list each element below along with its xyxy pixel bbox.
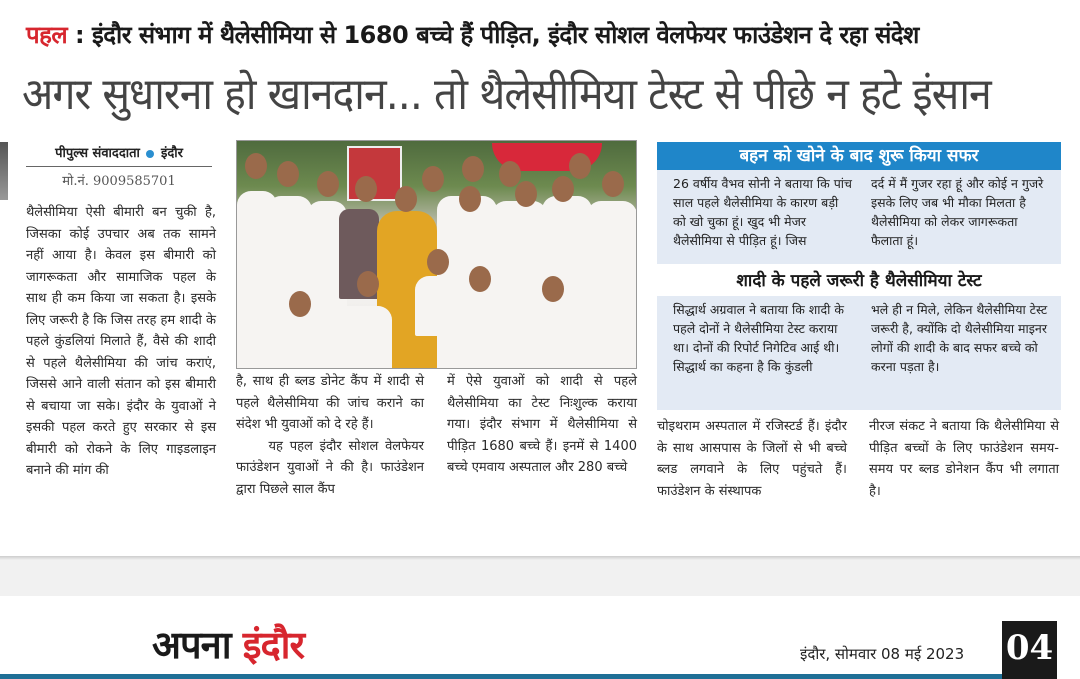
person-head	[515, 181, 537, 207]
person-head	[499, 161, 521, 187]
sidebar-box-2-title: शादी के पहले जरूरी है थैलेसीमिया टेस्ट	[736, 271, 982, 291]
sidebar-box-1-right: दर्द में मैं गुजर रहा हूं और कोई न गुजरे इसके लिए जब भी मौका मिलता है थैलेसीमिया को लेकर जागरूकता फैलाता हूं।	[871, 176, 1044, 248]
article-column-2	[236, 371, 424, 500]
column-4-text: चोइथराम अस्पताल में रजिस्टर्ड हैं। इंदौर के साथ आसपास के जिलों से भी बच्चे ब्लड लगवाने के लिए पहुंचते हैं। फाउंडेशन के संस्थापक	[657, 419, 847, 499]
person-shirt	[587, 201, 637, 369]
sidebar-box-2	[657, 296, 1061, 410]
person-head	[459, 186, 481, 212]
page-number: 04	[1002, 621, 1057, 679]
person-head	[569, 153, 591, 179]
person-head	[462, 156, 484, 182]
masthead-word-2: इंदौर	[242, 623, 305, 667]
page-footer	[0, 596, 1080, 679]
byline	[26, 143, 212, 167]
column-5-text: नीरज संकट ने बताया कि थैलेसीमिया से पीड़ित बच्चों के लिए फाउंडेशन समय-समय पर ब्लड डोनेशन कैंप भी लगाता है।	[869, 419, 1059, 499]
column-1-text: थैलेसीमिया ऐसी बीमारी बन चुकी है, जिसका कोई उपचार अब तक सामने नहीं आया है। केवल इस बीमारी को जागरूकता और सामाजिक पहल के साथ ही कम किया जा सकता है। इसके लिए जरूरी है कि जिस तरह हम शादी के पहले कुंडलियां मिलाते हैं, वैसे की शादी से पहले थैलेसीमिया की जांच कराएं, जिससे आने वाली संतान को इस बीमारी से बचाया जा सके। इंदौर के युवाओं ने इसकी पहल करते हुए सरकार से इस बीमारी को रोकने के लिए गाइडलाइन बनाने की मांग की	[26, 205, 216, 478]
person-head	[357, 271, 379, 297]
person-shirt	[527, 309, 592, 369]
kicker-line	[26, 18, 919, 51]
kicker-text: इंदौर संभाग में थैलेसीमिया से 1680 बच्चे हैं पीड़ित, इंदौर सोशल वेलफेयर फाउंडेशन दे रहा संदेश	[91, 21, 919, 49]
sidebar-box-1-title: बहन को खोने के बाद शुरू किया सफर	[657, 142, 1061, 170]
person-head	[395, 186, 417, 212]
person-head	[427, 249, 449, 275]
person-head	[245, 153, 267, 179]
person-head	[289, 291, 311, 317]
footer-rule	[0, 674, 1002, 679]
article-column-3	[447, 371, 637, 479]
sidebar-box-2-left: सिद्धार्थ अग्रवाल ने बताया कि शादी के पहले दोनों ने थैलेसीमिया टेस्ट कराया था। दोनों की रिपोर्ट निगेटिव आई थी। सिद्धार्थ का कहना है कि कुंडली	[673, 302, 844, 374]
person-head	[602, 171, 624, 197]
masthead-word-1: अपना	[152, 623, 231, 667]
section-masthead	[152, 618, 304, 670]
adjacent-photo-edge	[0, 142, 8, 200]
person-shirt	[267, 316, 337, 369]
column-2-text-a: है, साथ ही ब्लड डोनेट कैंप में शादी से पहले थैलेसीमिया की जांच कराने का संदेश भी युवाओं को दे रहे हैं।	[236, 374, 424, 432]
reporter-phone: मो.नं. 9009585701	[62, 174, 176, 189]
byline-place: इंदौर	[160, 146, 183, 161]
dateline: इंदौर, सोमवार 08 मई 2023	[800, 645, 965, 663]
article-column-5	[869, 416, 1059, 502]
sidebar-box-2-right: भले ही न मिले, लेकिन थैलेसीमिया टेस्ट जरूरी है, क्योंकि दो थैलेसीमिया माइनर लोगों की शादी के बाद सफर बच्चे को करना पड़ता है।	[871, 302, 1048, 374]
person-shirt	[415, 276, 457, 336]
sidebar-box-1-left: 26 वर्षीय वैभव सोनी ने बताया कि पांच साल पहले थैलेसीमिया के कारण बड़ी को खो चुका हूं। खुद भी मेजर थैलेसीमिया से पीड़ित हूं। जिस	[673, 176, 852, 248]
kicker-separator: :	[67, 21, 92, 49]
article-column-1	[26, 202, 216, 482]
column-3-text: में ऐसे युवाओं को शादी से पहले थैलेसीमिया का टेस्ट निःशुल्क कराया गया। इंदौर संभाग में थैलेसीमिया से पीड़ित 1680 बच्चे हैं। इनमें से 1400 बच्चे एमवाय अस्पताल और 280 बच्चे	[447, 374, 637, 475]
person-shirt	[465, 301, 525, 369]
person-head	[277, 161, 299, 187]
person-head	[469, 266, 491, 292]
byline-name: पीपुल्स संवाददाता	[55, 146, 140, 161]
page-gap	[0, 560, 1080, 596]
headline: अगर सुधारना हो खानदान... तो थैलेसीमिया टेस्ट से पीछे न हटे इंसान	[22, 69, 991, 120]
person-shirt	[332, 306, 392, 369]
person-head	[355, 176, 377, 202]
kicker-tag: पहल	[26, 21, 68, 49]
person-head	[552, 176, 574, 202]
person-head	[542, 276, 564, 302]
column-2-text-b: यह पहल इंदौर सोशल वेलफेयर फाउंडेशन युवाओं ने की है। फाउंडेशन द्वारा पिछले साल कैंप	[236, 438, 424, 497]
bullet-dot-icon	[146, 150, 154, 158]
group-photo	[236, 140, 637, 369]
person-head	[422, 166, 444, 192]
sidebar-box-1	[657, 170, 1061, 264]
article-column-4	[657, 416, 847, 502]
person-head	[317, 171, 339, 197]
